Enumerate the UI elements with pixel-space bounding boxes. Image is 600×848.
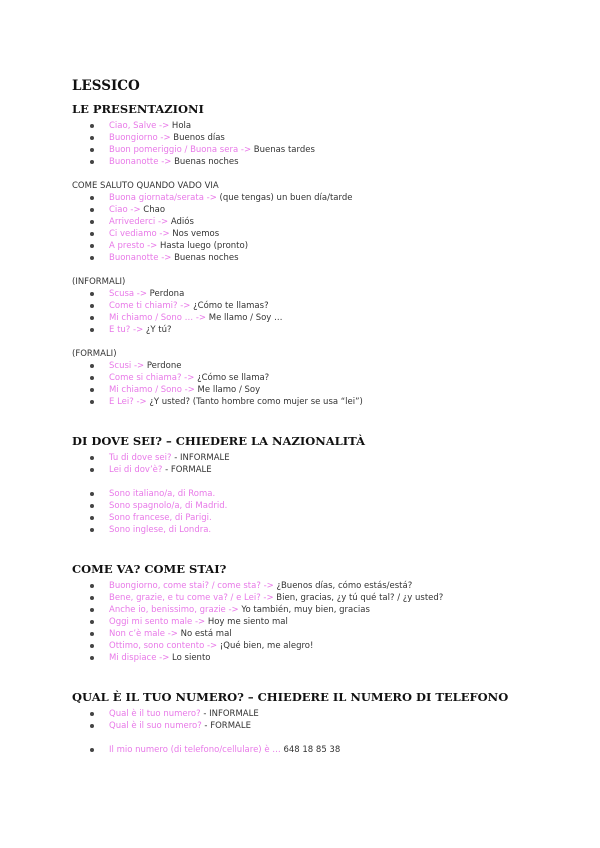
italian-phrase: A presto -> <box>109 241 158 251</box>
italian-phrase: Oggi mi sento male -> <box>109 617 206 627</box>
italian-phrase: Ciao, Salve -> <box>109 121 170 131</box>
list-item <box>72 360 542 372</box>
translation: Me llamo / Soy … <box>206 313 283 323</box>
italian-phrase: Sono italiano/a, di Roma. <box>109 489 216 499</box>
translation: Yo también, muy bien, gracias <box>238 605 370 615</box>
bullet-icon <box>90 316 94 320</box>
translation: - FORMALE <box>201 721 251 731</box>
list-item <box>72 156 542 168</box>
bullet-icon <box>90 584 94 588</box>
bullet-icon <box>90 376 94 380</box>
list-item <box>72 616 542 628</box>
subheading-formali: (FORMALI) <box>72 349 117 359</box>
list-saluto <box>72 192 542 264</box>
translation: - FORMALE <box>162 465 212 475</box>
list-item <box>72 240 542 252</box>
bullet-icon <box>90 748 94 752</box>
translation: Buenas tardes <box>251 145 315 155</box>
list-informali <box>72 288 542 336</box>
translation: No está mal <box>177 629 232 639</box>
list-item <box>72 300 542 312</box>
translation: Buenos días <box>170 133 225 143</box>
italian-phrase: Sono inglese, di Londra. <box>109 525 212 535</box>
section-heading-nazionalita: DI DOVE SEI? – CHIEDERE LA NAZIONALITÀ <box>72 434 365 448</box>
translation: - INFORMALE <box>171 453 230 463</box>
italian-phrase: E Lei? -> <box>109 397 147 407</box>
list-item <box>72 708 542 720</box>
list-numero <box>72 708 542 732</box>
translation: Hasta luego (pronto) <box>157 241 249 251</box>
subheading-informali: (INFORMALI) <box>72 277 126 287</box>
bullet-icon <box>90 328 94 332</box>
bullet-icon <box>90 196 94 200</box>
italian-phrase: Come ti chiami? -> <box>109 301 191 311</box>
translation: Buenas noches <box>171 157 239 167</box>
bullet-icon <box>90 364 94 368</box>
list-item <box>72 120 542 132</box>
section-heading-presentazioni: LE PRESENTAZIONI <box>72 102 204 116</box>
list-item <box>72 512 542 524</box>
list-item <box>72 132 542 144</box>
section-heading-comeva: COME VA? COME STAI? <box>72 562 227 576</box>
list-nazionalita-examples <box>72 488 542 536</box>
translation: Perdona <box>146 289 185 299</box>
italian-phrase: Buon pomeriggio / Buona sera -> <box>109 145 252 155</box>
list-item <box>72 524 542 536</box>
bullet-icon <box>90 656 94 660</box>
translation: Nos vemos <box>169 229 220 239</box>
italian-phrase: Lei di dov’è? <box>109 465 163 475</box>
translation: (que tengas) un buen día/tarde <box>216 193 353 203</box>
bullet-icon <box>90 148 94 152</box>
bullet-icon <box>90 608 94 612</box>
bullet-icon <box>90 208 94 212</box>
italian-phrase: Sono francese, di Parigi. <box>109 513 212 523</box>
subheading-saluto: COME SALUTO QUANDO VADO VIA <box>72 181 219 191</box>
bullet-icon <box>90 724 94 728</box>
translation: Perdone <box>144 361 182 371</box>
italian-phrase: Ci vediamo -> <box>109 229 170 239</box>
bullet-icon <box>90 712 94 716</box>
italian-phrase: Sono spagnolo/a, di Madrid. <box>109 501 228 511</box>
italian-phrase: Qual è il tuo numero? <box>109 709 201 719</box>
document-page <box>72 72 542 756</box>
translation: Hola <box>169 121 192 131</box>
translation: ¿Y tú? <box>143 325 172 335</box>
bullet-icon <box>90 492 94 496</box>
list-item <box>72 192 542 204</box>
italian-phrase: Scusi -> <box>109 361 145 371</box>
bullet-icon <box>90 388 94 392</box>
italian-phrase: Anche io, benissimo, grazie -> <box>109 605 239 615</box>
italian-phrase: Buongiorno, come stai? / come sta? -> <box>109 581 274 591</box>
list-comeva <box>72 580 542 664</box>
bullet-icon <box>90 232 94 236</box>
translation: ¿Buenos días, cómo estás/está? <box>273 581 413 591</box>
translation: ¿Y usted? (Tanto hombre como mujer se usa “lei”) <box>146 397 363 407</box>
italian-phrase: Arrivederci -> <box>109 217 169 227</box>
list-item <box>72 652 542 664</box>
translation: 648 18 85 38 <box>280 745 341 755</box>
bullet-icon <box>90 632 94 636</box>
list-item <box>72 452 542 464</box>
list-item <box>72 252 542 264</box>
italian-phrase: Buongiorno -> <box>109 133 171 143</box>
translation: Chao <box>140 205 166 215</box>
list-item <box>72 372 542 384</box>
list-item <box>72 720 542 732</box>
italian-phrase: Buonanotte -> <box>109 157 172 167</box>
bullet-icon <box>90 244 94 248</box>
list-item <box>72 324 542 336</box>
bullet-icon <box>90 516 94 520</box>
italian-phrase: Scusa -> <box>109 289 147 299</box>
italian-phrase: Ciao -> <box>109 205 141 215</box>
bullet-icon <box>90 620 94 624</box>
bullet-icon <box>90 304 94 308</box>
list-item <box>72 744 542 756</box>
list-item <box>72 228 542 240</box>
translation: Bien, gracias, ¿y tú qué tal? / ¿y usted? <box>273 593 444 603</box>
list-item <box>72 464 542 476</box>
italian-phrase: Mi dispiace -> <box>109 653 170 663</box>
translation: Adiós <box>168 217 194 227</box>
translation: Hoy me siento mal <box>205 617 288 627</box>
list-item <box>72 384 542 396</box>
bullet-icon <box>90 124 94 128</box>
bullet-icon <box>90 292 94 296</box>
bullet-icon <box>90 400 94 404</box>
list-nazionalita <box>72 452 542 476</box>
list-item <box>72 640 542 652</box>
bullet-icon <box>90 256 94 260</box>
bullet-icon <box>90 528 94 532</box>
list-item <box>72 204 542 216</box>
list-item <box>72 604 542 616</box>
bullet-icon <box>90 220 94 224</box>
bullet-icon <box>90 456 94 460</box>
list-item <box>72 216 542 228</box>
italian-phrase: Tu di dove sei? <box>109 453 172 463</box>
translation: Lo siento <box>169 653 211 663</box>
list-numero-example <box>72 744 542 756</box>
list-item <box>72 628 542 640</box>
list-item <box>72 396 542 408</box>
italian-phrase: Mi chiamo / Sono … -> <box>109 313 207 323</box>
list-item <box>72 488 542 500</box>
list-item <box>72 592 542 604</box>
italian-phrase: Come si chiama? -> <box>109 373 195 383</box>
translation: Me llamo / Soy <box>194 385 261 395</box>
bullet-icon <box>90 160 94 164</box>
translation: ¿Cómo se llama? <box>194 373 270 383</box>
bullet-icon <box>90 596 94 600</box>
italian-phrase: Il mio numero (di telefono/cellulare) è … <box>109 745 281 755</box>
list-item <box>72 288 542 300</box>
page-title: LESSICO <box>72 78 140 94</box>
list-presentazioni <box>72 120 542 168</box>
italian-phrase: Non c’è male -> <box>109 629 178 639</box>
section-heading-numero: QUAL È IL TUO NUMERO? – CHIEDERE IL NUMERO DI TELEFONO <box>72 690 509 704</box>
bullet-icon <box>90 644 94 648</box>
italian-phrase: Ottimo, sono contento -> <box>109 641 218 651</box>
italian-phrase: Qual è il suo numero? <box>109 721 202 731</box>
bullet-icon <box>90 504 94 508</box>
italian-phrase: Bene, grazie, e tu come va? / e Lei? -> <box>109 593 274 603</box>
list-item <box>72 500 542 512</box>
list-item <box>72 580 542 592</box>
translation: ¡Qué bien, me alegro! <box>217 641 314 651</box>
italian-phrase: E tu? -> <box>109 325 144 335</box>
italian-phrase: Buona giornata/serata -> <box>109 193 217 203</box>
translation: - INFORMALE <box>200 709 259 719</box>
list-item <box>72 144 542 156</box>
bullet-icon <box>90 136 94 140</box>
translation: ¿Cómo te llamas? <box>190 301 269 311</box>
italian-phrase: Mi chiamo / Sono -> <box>109 385 195 395</box>
list-item <box>72 312 542 324</box>
list-formali <box>72 360 542 408</box>
bullet-icon <box>90 468 94 472</box>
italian-phrase: Buonanotte -> <box>109 253 172 263</box>
translation: Buenas noches <box>171 253 239 263</box>
